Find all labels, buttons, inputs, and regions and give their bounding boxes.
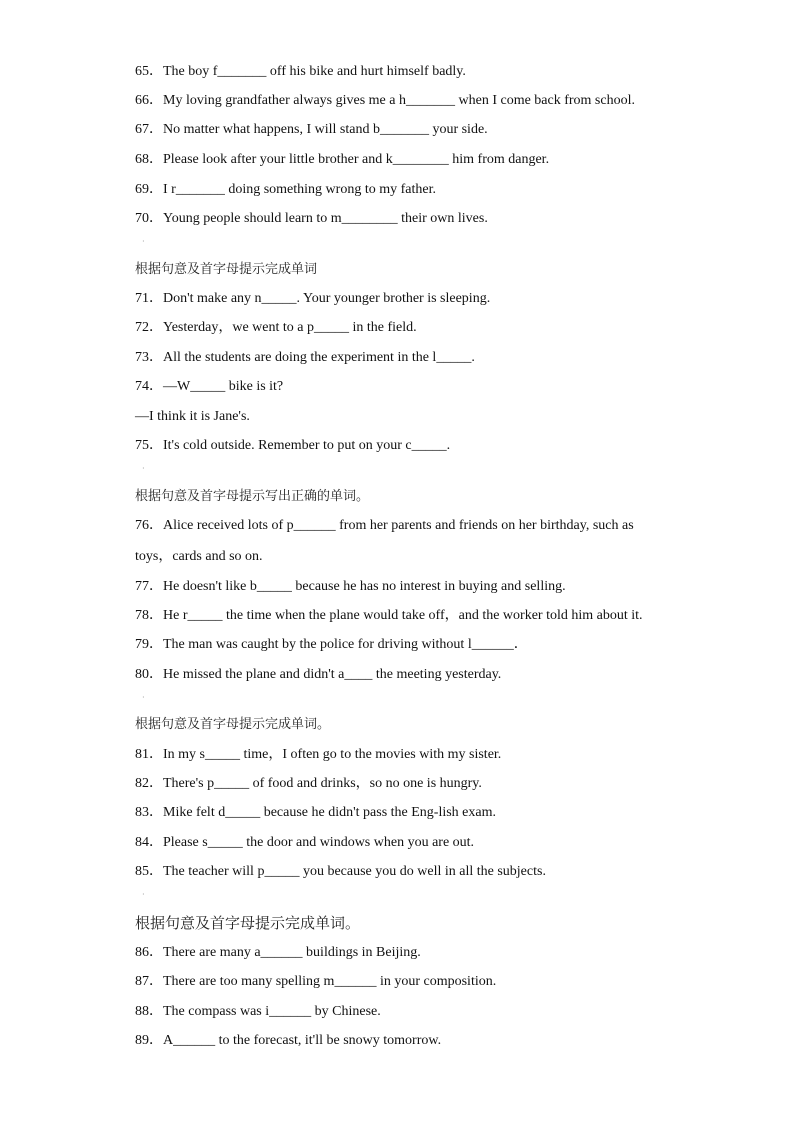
question-80: 80．He missed the plane and didn't a____ the meeting yesterday. xyxy=(135,667,502,682)
question-70: 70．Young people should learn to m________ their own lives. xyxy=(135,211,488,226)
question-78: 78．He r_____ the time when the plane would take off，and the worker told him about it. xyxy=(135,608,643,623)
question-72: 72．Yesterday，we went to a p_____ in the field. xyxy=(135,320,417,335)
question-65: 65．The boy f_______ off his bike and hurt himself badly. xyxy=(135,64,466,79)
section-heading: 根据句意及首字母提示写出正确的单词。 xyxy=(135,489,370,504)
question-75: 75．It's cold outside. Remember to put on your c_____. xyxy=(135,438,451,453)
question-89: 89．A______ to the forecast, it'll be snowy tomorrow. xyxy=(135,1033,442,1048)
question-74-answer: —I think it is Jane's. xyxy=(135,409,250,424)
question-79: 79．The man was caught by the police for driving without l______． xyxy=(135,637,528,652)
question-67: 67．No matter what happens, I will stand b_______ your side. xyxy=(135,122,488,137)
section-heading: 根据句意及首字母提示完成单词。 xyxy=(135,914,361,932)
question-76-continued: toys，cards and so on. xyxy=(135,549,263,564)
question-85: 85．The teacher will p_____ you because you do well in all the subjects. xyxy=(135,864,546,879)
question-69: 69．I r_______ doing something wrong to my father. xyxy=(135,182,436,197)
question-77: 77．He doesn't like b_____ because he has no interest in buying and selling. xyxy=(135,579,566,594)
question-68: 68．Please look after your little brother and k________ him from danger. xyxy=(135,152,550,167)
question-81: 81．In my s_____ time，I often go to the movies with my sister. xyxy=(135,747,502,762)
question-86: 86．There are many a______ buildings in Beijing. xyxy=(135,945,421,960)
question-76: 76．Alice received lots of p______ from her parents and friends on her birthday, such as xyxy=(135,518,634,533)
paragraph-mark: · xyxy=(142,237,145,246)
question-74: 74．—W_____ bike is it? xyxy=(135,379,284,394)
paragraph-mark: · xyxy=(142,693,145,702)
question-88: 88．The compass was i______ by Chinese. xyxy=(135,1004,381,1019)
question-84: 84．Please s_____ the door and windows when you are out. xyxy=(135,835,475,850)
question-73: 73．All the students are doing the experiment in the l_____. xyxy=(135,350,475,365)
paragraph-mark: · xyxy=(142,464,145,473)
section-heading: 根据句意及首字母提示完成单词。 xyxy=(135,717,331,732)
section-heading: 根据句意及首字母提示完成单词 xyxy=(135,262,318,277)
question-82: 82．There's p_____ of food and drinks，so no one is hungry. xyxy=(135,776,482,791)
paragraph-mark: · xyxy=(142,890,145,899)
question-71: 71．Don't make any n_____. Your younger brother is sleeping. xyxy=(135,291,491,306)
question-83: 83．Mike felt d_____ because he didn't pass the Eng-lish exam. xyxy=(135,805,496,820)
question-66: 66．My loving grandfather always gives me a h_______ when I come back from school. xyxy=(135,93,635,108)
question-87: 87．There are too many spelling m______ in your composition. xyxy=(135,974,497,989)
